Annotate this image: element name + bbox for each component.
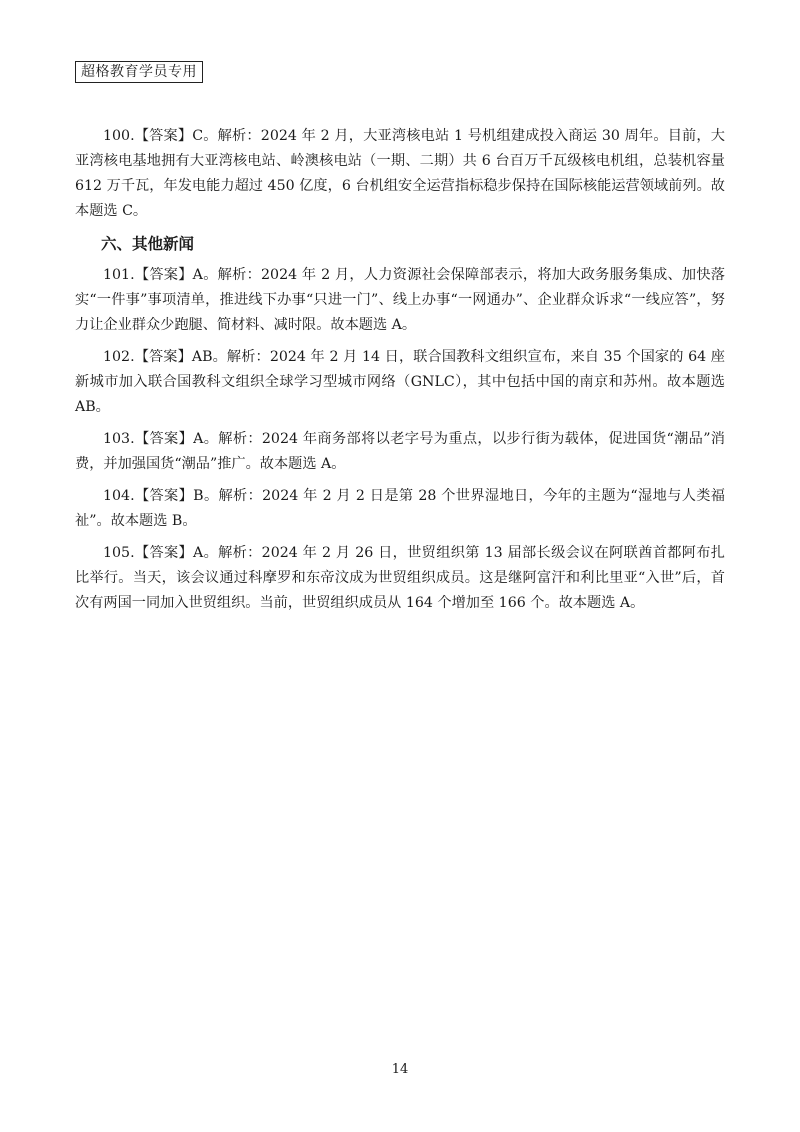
section-heading: 六、其他新闻	[101, 235, 195, 253]
answer-paragraph-105: 105.【答案】A。解析：2024 年 2 月 26 日，世贸组织第 13 届部长级会议在阿联酋首都阿布扎比举行。当天，该会议通过科摩罗和东帝汶成为世贸组织成员。这是继阿富汗和利比里亚“入世”后，首次有两国一同加入世贸组织。当前，世贸组织成员从 164 个增加至 166 个。故本题选 A。	[75, 545, 725, 611]
document-body	[75, 124, 725, 623]
answer-paragraph-102: 102.【答案】AB。解析：2024 年 2 月 14 日，联合国教科文组织宣布，来自 35 个国家的 64 座新城市加入联合国教科文组织全球学习型城市网络（GNLC），其中包括中国的南京和苏州。故本题选 AB。	[75, 349, 725, 415]
watermark-label: 超格教育学员专用	[75, 61, 203, 83]
page-number: 14	[391, 1062, 409, 1077]
answer-paragraph-100: 100.【答案】C。解析：2024 年 2 月，大亚湾核电站 1 号机组建成投入商运 30 周年。目前，大亚湾核电基地拥有大亚湾核电站、岭澳核电站（一期、二期）共 6 台百万千瓦级核电机组，总装机容量 612 万千瓦，年发电能力超过 450 亿度，6 台机组安全运营指标稳步保持在国际核能运营领域前列。故本题选 C。	[75, 128, 725, 219]
answer-paragraph-104: 104.【答案】B。解析：2024 年 2 月 2 日是第 28 个世界湿地日，今年的主题为“湿地与人类福祉”。故本题选 B。	[75, 488, 725, 529]
answer-paragraph-101: 101.【答案】A。解析：2024 年 2 月，人力资源社会保障部表示，将加大政务服务集成、加快落实“一件事”事项清单，推进线下办事“只进一门”、线上办事“一网通办”、企业群众诉求“一线应答”，努力让企业群众少跑腿、简材料、减时限。故本题选 A。	[75, 267, 725, 333]
answer-paragraph-103: 103.【答案】A。解析：2024 年商务部将以老字号为重点，以步行街为载体，促进国货“潮品”消费，并加强国货“潮品”推广。故本题选 A。	[75, 431, 725, 472]
